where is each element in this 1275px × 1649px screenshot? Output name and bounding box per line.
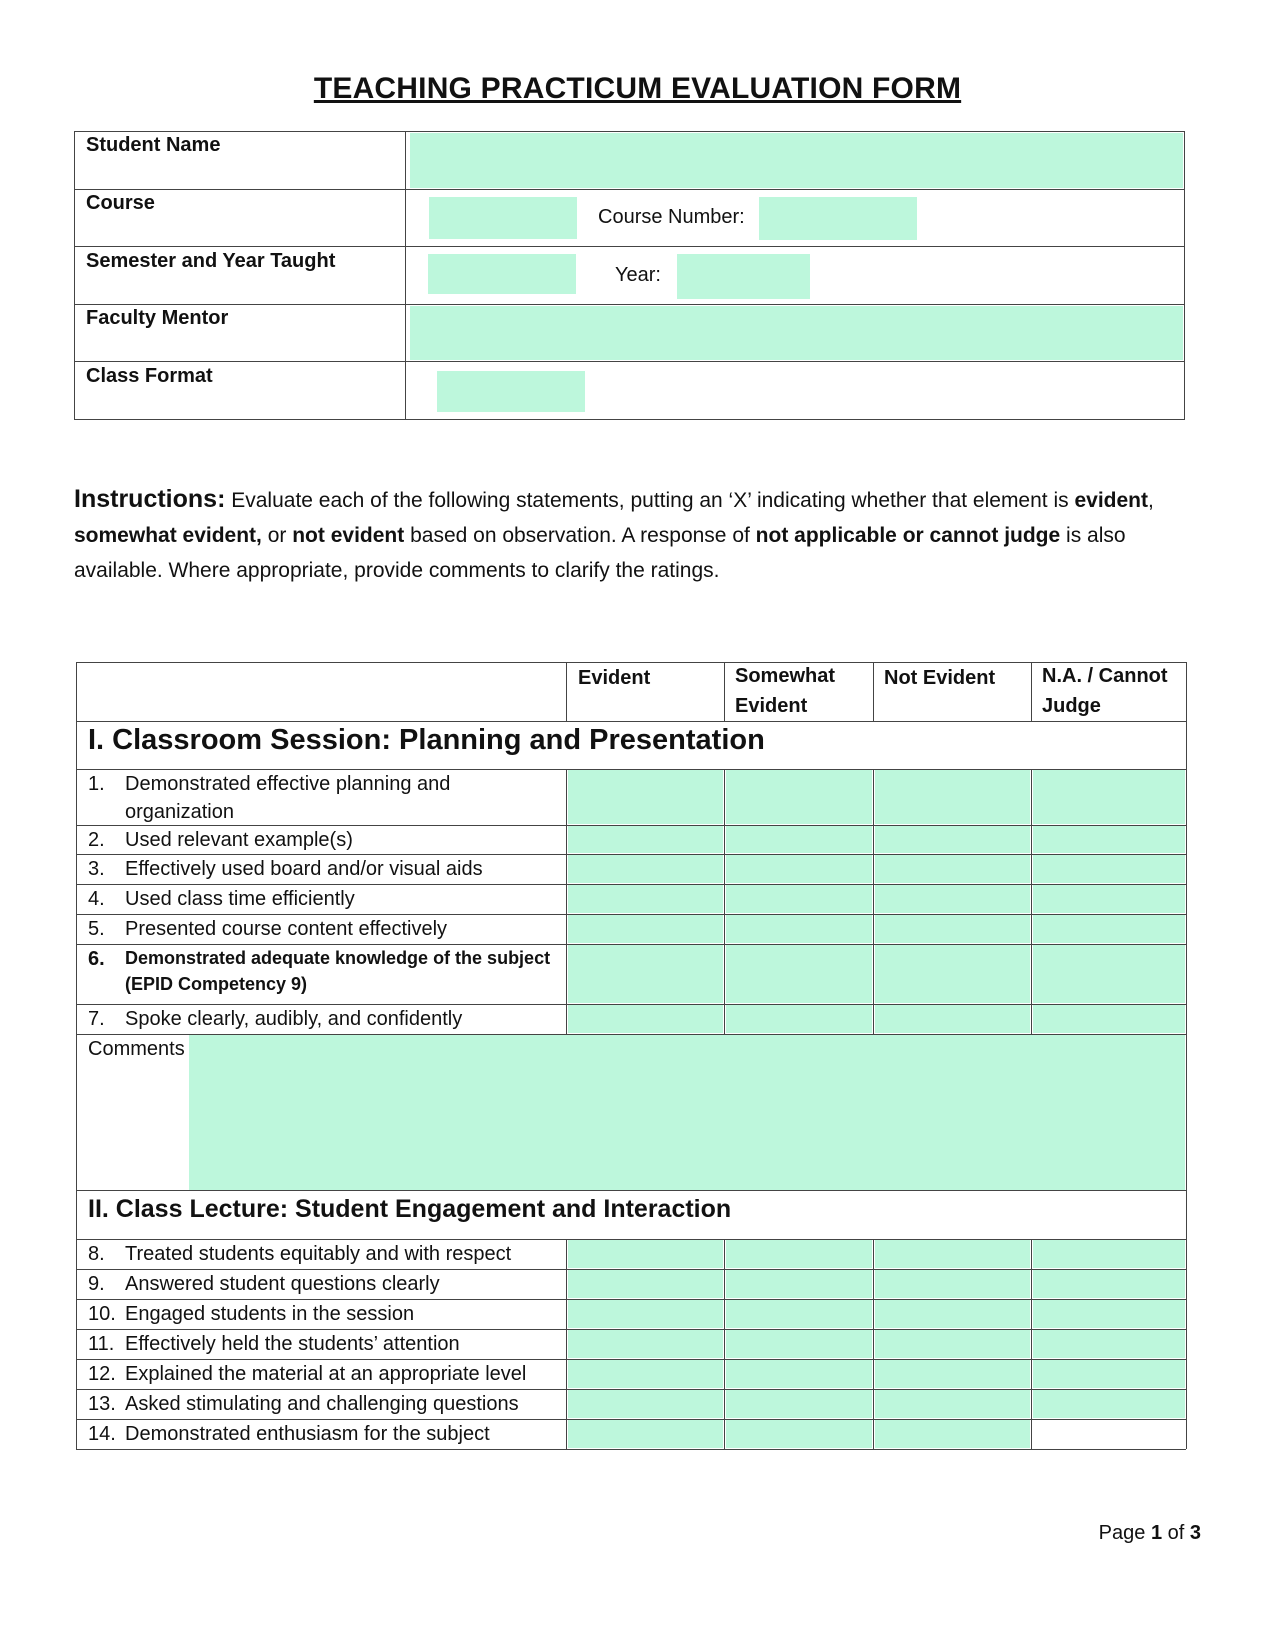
item-rating-evident-14[interactable]	[568, 1420, 723, 1448]
col-header-evident: Evident	[578, 667, 651, 689]
col-header-na: N.A. / Cannot Judge	[1042, 665, 1168, 717]
item-rating-somewhat-evident-1[interactable]	[726, 770, 872, 824]
instructions-text: based on observation. A response of	[404, 524, 756, 547]
course-number-label: Course Number:	[598, 206, 745, 228]
item-rating-evident-10[interactable]	[568, 1300, 723, 1328]
comments-field[interactable]	[189, 1035, 1185, 1190]
item-rating-somewhat-evident-11[interactable]	[726, 1330, 872, 1358]
item-statement: Used class time efficiently	[125, 888, 355, 910]
item-rating-somewhat-evident-8[interactable]	[726, 1240, 872, 1268]
item-rating-somewhat-evident-6[interactable]	[726, 945, 872, 1003]
item-rating-not-evident-5[interactable]	[875, 915, 1030, 943]
item-number: 3.	[88, 858, 105, 880]
item-number: 1.	[88, 773, 105, 795]
item-rating-evident-6[interactable]	[568, 945, 723, 1003]
item-rating-evident-7[interactable]	[568, 1005, 723, 1033]
item-rating-not-evident-12[interactable]	[875, 1360, 1030, 1388]
item-rating-na-2[interactable]	[1033, 826, 1185, 853]
item-rating-evident-12[interactable]	[568, 1360, 723, 1388]
item-number: 6.	[88, 948, 105, 970]
course-field[interactable]	[429, 197, 577, 239]
student-name-field[interactable]	[410, 133, 1183, 188]
item-statement: Treated students equitably and with respect	[125, 1243, 512, 1265]
item-rating-somewhat-evident-5[interactable]	[726, 915, 872, 943]
item-rating-not-evident-3[interactable]	[875, 855, 1030, 883]
item-statement: Used relevant example(s)	[125, 829, 353, 851]
item-rating-evident-11[interactable]	[568, 1330, 723, 1358]
item-rating-evident-1[interactable]	[568, 770, 723, 824]
item-rating-na-13[interactable]	[1033, 1390, 1185, 1418]
item-number: 10.	[88, 1303, 116, 1325]
instructions-text: or	[261, 524, 293, 547]
item-statement: Demonstrated adequate knowledge of the subject (EPID Competency 9)	[125, 948, 551, 994]
instructions	[74, 482, 1204, 588]
instructions-text: Evaluate each of the following statements, putting an ‘X’ indicating whether that element is	[225, 489, 1075, 512]
item-rating-evident-2[interactable]	[568, 826, 723, 853]
item-rating-not-evident-7[interactable]	[875, 1005, 1030, 1033]
faculty-mentor-field[interactable]	[410, 306, 1183, 360]
instructions-bold-evident: evident	[1074, 489, 1148, 512]
item-rating-na-12[interactable]	[1033, 1360, 1185, 1388]
item-number: 9.	[88, 1273, 105, 1295]
item-rating-na-8[interactable]	[1033, 1240, 1185, 1268]
item-rating-not-evident-11[interactable]	[875, 1330, 1030, 1358]
item-rating-somewhat-evident-2[interactable]	[726, 826, 872, 853]
instructions-bold-not-evident: not evident	[292, 524, 405, 547]
item-statement: Presented course content effectively	[125, 918, 448, 940]
item-rating-not-evident-13[interactable]	[875, 1390, 1030, 1418]
item-statement: Explained the material at an appropriate level	[125, 1363, 527, 1385]
item-number: 7.	[88, 1008, 105, 1030]
item-number: 4.	[88, 888, 105, 910]
item-statement: Demonstrated enthusiasm for the subject	[125, 1423, 490, 1445]
item-rating-na-4[interactable]	[1033, 885, 1185, 913]
item-number: 5.	[88, 918, 105, 940]
item-rating-not-evident-1[interactable]	[875, 770, 1030, 824]
page-total: 3	[1189, 1522, 1201, 1544]
item-rating-evident-4[interactable]	[568, 885, 723, 913]
form-title: TEACHING PRACTICUM EVALUATION FORM	[313, 72, 962, 105]
item-number: 11.	[88, 1333, 115, 1355]
instructions-text: is also available. Where appropriate, provide comments to clarify the ratings.	[74, 524, 1126, 582]
section-2-title: II. Class Lecture: Student Engagement and Interaction	[88, 1195, 732, 1223]
page-number	[1099, 1522, 1201, 1545]
item-rating-not-evident-10[interactable]	[875, 1300, 1030, 1328]
instructions-bold-somewhat: somewhat evident,	[74, 524, 262, 547]
item-rating-not-evident-2[interactable]	[875, 826, 1030, 853]
item-rating-evident-9[interactable]	[568, 1270, 723, 1298]
item-rating-not-evident-9[interactable]	[875, 1270, 1030, 1298]
item-rating-somewhat-evident-9[interactable]	[726, 1270, 872, 1298]
section-1-title: I. Classroom Session: Planning and Presentation	[88, 724, 765, 756]
instructions-heading: Instructions:	[74, 485, 226, 513]
item-rating-somewhat-evident-4[interactable]	[726, 885, 872, 913]
item-rating-evident-5[interactable]	[568, 915, 723, 943]
item-number: 8.	[88, 1243, 105, 1265]
item-rating-somewhat-evident-7[interactable]	[726, 1005, 872, 1033]
item-statement: Answered student questions clearly	[125, 1273, 440, 1295]
course-label: Course	[86, 192, 155, 214]
item-rating-somewhat-evident-3[interactable]	[726, 855, 872, 883]
item-statement: Spoke clearly, audibly, and confidently	[125, 1008, 463, 1030]
page-of-word: of	[1167, 1522, 1185, 1544]
course-number-field[interactable]	[759, 197, 917, 240]
page-word: Page	[1098, 1522, 1146, 1544]
item-rating-evident-13[interactable]	[568, 1390, 723, 1418]
item-rating-na-3[interactable]	[1033, 855, 1185, 883]
item-rating-not-evident-8[interactable]	[875, 1240, 1030, 1268]
class-format-label: Class Format	[86, 365, 213, 387]
instructions-bold-not-applicable: not applicable or cannot judge	[755, 524, 1061, 547]
item-statement: Demonstrated effective planning and organization	[125, 773, 451, 823]
instructions-text: ,	[1148, 489, 1154, 512]
item-rating-na-6[interactable]	[1033, 945, 1185, 1003]
col-header-not-evident: Not Evident	[884, 667, 996, 689]
semester-label: Semester and Year Taught	[86, 250, 336, 272]
item-rating-somewhat-evident-10[interactable]	[726, 1300, 872, 1328]
item-rating-not-evident-6[interactable]	[875, 945, 1030, 1003]
item-rating-not-evident-14[interactable]	[875, 1420, 1030, 1448]
item-number: 2.	[88, 829, 105, 851]
item-rating-na-1[interactable]	[1033, 770, 1185, 824]
item-rating-na-11[interactable]	[1033, 1330, 1185, 1358]
student-name-label: Student Name	[86, 134, 221, 156]
item-rating-evident-3[interactable]	[568, 855, 723, 883]
item-rating-na-10[interactable]	[1033, 1300, 1185, 1328]
page-current: 1	[1150, 1522, 1163, 1544]
item-statement: Engaged students in the session	[125, 1303, 415, 1325]
item-statement: Asked stimulating and challenging questions	[125, 1393, 519, 1415]
year-label: Year:	[615, 264, 661, 286]
item-rating-na-9[interactable]	[1033, 1270, 1185, 1298]
item-rating-na-5[interactable]	[1033, 915, 1185, 943]
item-rating-somewhat-evident-12[interactable]	[726, 1360, 872, 1388]
item-number: 13.	[88, 1393, 116, 1415]
year-field[interactable]	[677, 254, 810, 299]
semester-field[interactable]	[428, 254, 576, 294]
item-number: 14.	[88, 1423, 116, 1445]
item-rating-evident-8[interactable]	[568, 1240, 723, 1268]
faculty-mentor-label: Faculty Mentor	[86, 307, 229, 329]
item-number: 12.	[88, 1363, 116, 1385]
class-format-field[interactable]	[437, 371, 585, 412]
item-rating-not-evident-4[interactable]	[875, 885, 1030, 913]
item-statement: Effectively held the students’ attention	[125, 1333, 460, 1355]
item-statement: Effectively used board and/or visual aids	[125, 858, 483, 880]
item-rating-somewhat-evident-13[interactable]	[726, 1390, 872, 1418]
col-header-somewhat-evident: Somewhat Evident	[735, 665, 836, 717]
comments-label: Comments	[88, 1038, 185, 1060]
item-rating-somewhat-evident-14[interactable]	[726, 1420, 872, 1448]
item-rating-na-7[interactable]	[1033, 1005, 1185, 1033]
